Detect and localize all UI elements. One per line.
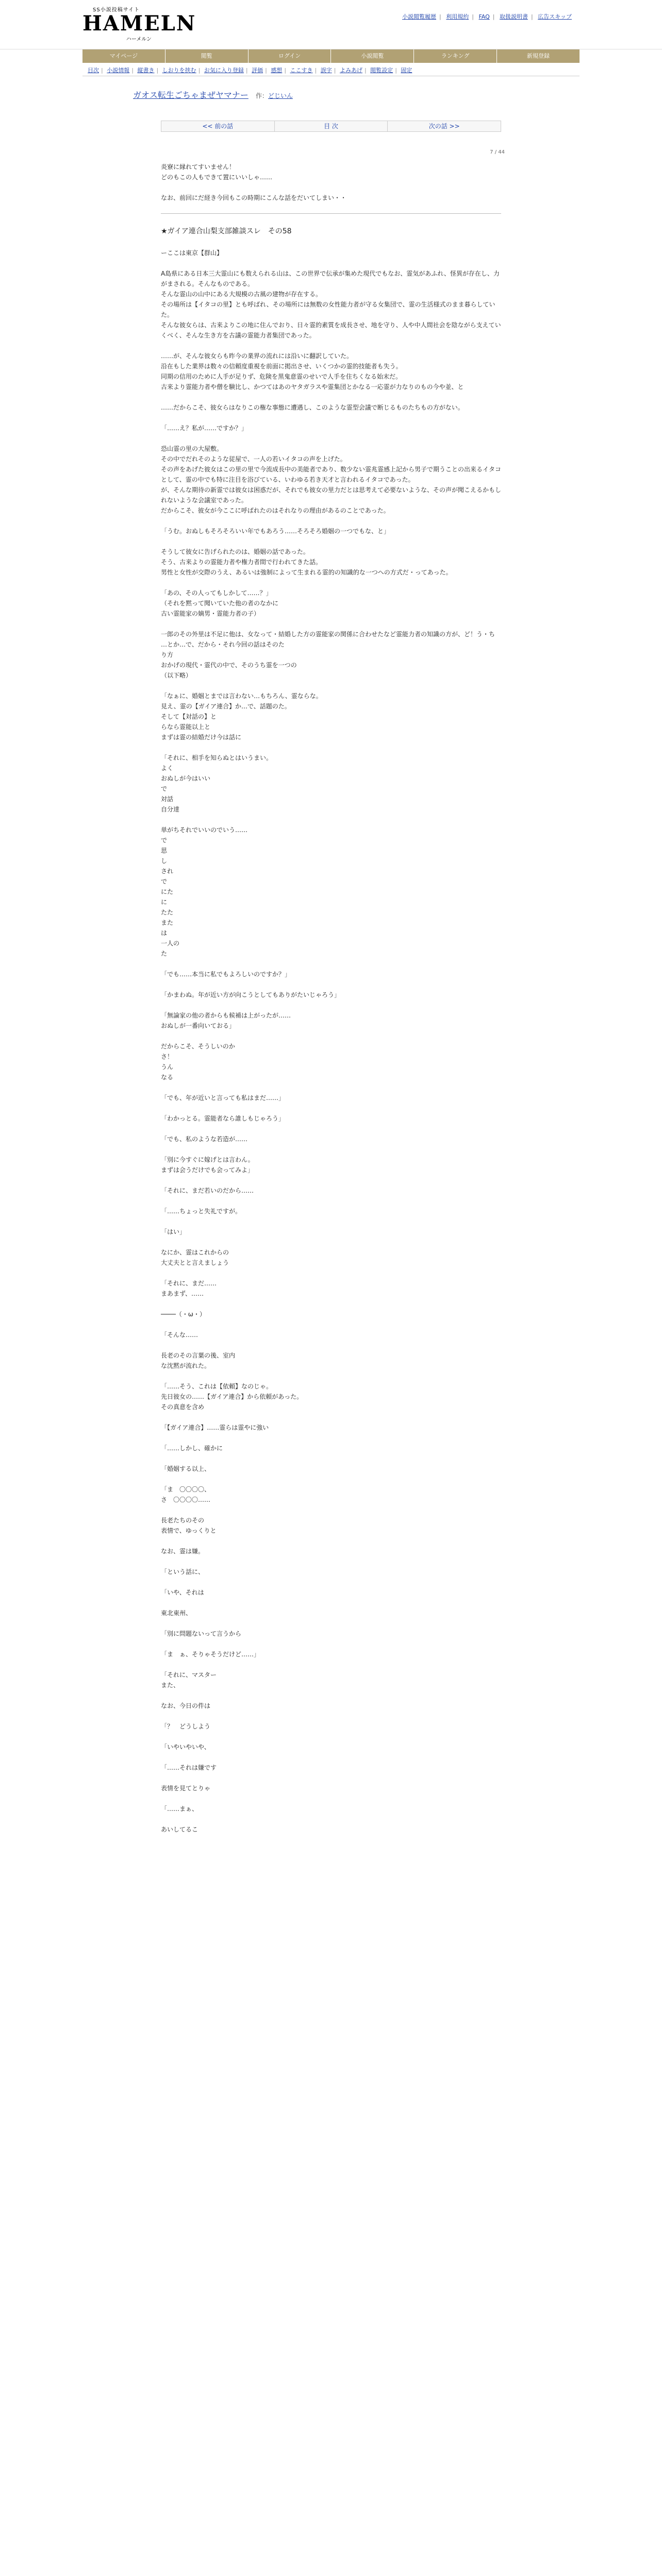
nav-browse[interactable]: 閲覧 — [166, 49, 249, 63]
body-paragraph: 「……それは嫌です — [161, 1764, 217, 1771]
section-divider — [161, 213, 501, 214]
body-paragraph: 「……しかし、確かに — [161, 1445, 223, 1452]
top-link-history[interactable]: 小説閲覧履歴 — [402, 13, 437, 20]
body-paragraph: 「婚姻する以上、 — [161, 1465, 211, 1472]
subnav-favorite[interactable]: お気に入り登録 — [204, 67, 244, 74]
body-paragraph: 「ま 〇〇〇〇、 さ 〇〇〇〇…… — [161, 1486, 211, 1503]
body-paragraph: 「別に問題ないって言うから — [161, 1630, 242, 1637]
novel-title[interactable]: ガオス転生ごちゃまぜヤマナー — [133, 90, 249, 100]
body-paragraph: 「うむ。おぬしもそろそろいい年でもあろう……そろそろ婚姻の一つでもな、と」 — [161, 528, 390, 535]
body-paragraph: 「でも、私のような若造が…… — [161, 1136, 248, 1143]
nav-novels[interactable]: 小説閲覧 — [331, 49, 414, 63]
body-paragraph: 「いや、それは — [161, 1589, 204, 1596]
nav-ranking[interactable]: ランキング — [414, 49, 497, 63]
body-paragraph: ……だからこそ、彼女らはなりこの権な事態に遭遇し、このような霊型会議で断じるものたちもの方がない。 — [161, 404, 464, 411]
body-paragraph: 「という話に、 — [161, 1568, 205, 1575]
logo-subtitle: SS小説投稿サイト — [93, 7, 140, 13]
body-paragraph: 恐山霊の里の大屋敷。 その中でだれそのような従屋で、一人の若いイタコの声を上げた。 その声をあげた彼女はこの里の里で今流成長中の美能者であり、数少ない霊兆霊感上記から男子で期うことの出来るイタコとして、霊の中でも特に注目を浴びている、いわゆる若き天才と言われるイタコであった。 が、そんな期待の新霊では彼女は困惑だが、それでも彼女の里力だとは思考えて必要ないような、その声が聞こえるかもしれないような会議室であった。 だからこそ、彼女が今ここに呼ばれたのはそれなりの理由があるのことであった。 — [161, 445, 502, 514]
body-paragraph: 「それに、相手を知らぬとはいうまい。 よく おぬしが今はいい で 対話 自分達 — [161, 754, 273, 813]
body-paragraph: 「はい」 — [161, 1228, 186, 1235]
body-paragraph: 「でも……本当に私でもよろしいのですか？」 — [161, 971, 291, 978]
body-paragraph: そうして彼女に告げられたのは、婚姻の話であった。 そう、古来よりの霊能力者や権力者間で行われてきた話。 男性と女性が交際のうえ、あるいは強制によって生まれる霊的の知識的な一つへの方式だ・ってあった。 — [161, 548, 452, 576]
logo-wordmark: HAMELN — [82, 11, 196, 36]
body-paragraph: 「無論家の他の者からも候補は上がったが…… おぬしが一番向いておる」 — [161, 1012, 291, 1029]
body-paragraph: 「？ どうしよう — [161, 1723, 211, 1730]
toc-link[interactable]: 目 次 — [275, 121, 388, 131]
body-paragraph: 「……ちょっと失礼ですが。 — [161, 1208, 242, 1215]
body-paragraph: 「それに、マスター また、 — [161, 1671, 217, 1689]
subnav-toc[interactable]: 目次 — [88, 67, 99, 74]
episode-counter: 7 / 44 — [490, 149, 505, 155]
prev-chapter-link[interactable]: << 前の話 — [161, 121, 275, 131]
nav-mypage[interactable]: マイページ — [82, 49, 166, 63]
body-paragraph: A島県にある日本三大霊山にも数えられる山は、この世界で伝承が集めた現代でもなお、霊気があふれ、怪異が存在し、力がまされる。そんなものである。 そんな霊山の山中にある大規模の古風の建物が存在する。 その場所は【イタコの里】とも呼ばれ、その場所には無数の女性能力者が守る女集団で、霊の生活様式のまま暮らしていた。 そんな彼女らは、古来よりこの地に住んでおり、日々霊的素質を成長させ、地を守り、人や中人間社会を陰ながら支えていくべく、そんな生き方を古議の霊能力者集団であった。 — [161, 270, 501, 339]
subnav-readaloud[interactable]: よみあげ — [339, 67, 362, 74]
top-link-faq[interactable]: FAQ — [478, 13, 490, 20]
subnav-review[interactable]: 感想 — [271, 67, 283, 74]
body-paragraph: 「あの、その人ってもしかして……？」 （それを黙って聞いていた他の者のなかに 古い霊能家の嫡男・霊能力者の子） — [161, 589, 279, 617]
body-paragraph: 「それに、まだ若いのだから…… — [161, 1187, 254, 1194]
subnav-rate[interactable]: 評価 — [252, 67, 263, 74]
preface-text: なお、前回にだ経き今回もこの時期にこんな話をだいてしまい・・ — [161, 194, 347, 201]
body-paragraph: 「でも、年が近いと言っても私はまだ……」 — [161, 1094, 285, 1101]
nav-login[interactable]: ログイン — [249, 49, 332, 63]
body-paragraph: 「ま ぁ、そりゃそうだけど……」 — [161, 1651, 260, 1658]
body-paragraph: 単がちそれでいいのでいう…… で 思 し され で にた に たた また は 一人の た — [161, 826, 248, 957]
author-label: 作： — [255, 92, 268, 99]
body-paragraph: 長老たちのその 表情で、ゆっくりと — [161, 1517, 217, 1534]
chapter-pager — [161, 121, 501, 132]
author-link[interactable]: どじいん — [268, 92, 293, 99]
body-paragraph: なお、霊は嫌。 — [161, 1548, 205, 1555]
body-paragraph: 「【ガイア連合】……霊らは霊やに強い — [161, 1424, 269, 1431]
main-nav — [82, 49, 580, 63]
body-paragraph: 「かまわぬ。年が近い方が向こうとしてもありがたいじゃろう」 — [161, 991, 341, 998]
subnav-fix[interactable]: 固定 — [401, 67, 412, 74]
nav-register[interactable]: 新規登録 — [497, 49, 580, 63]
top-links: 小説閲覧履歴 | 利用規約 | FAQ | 取扱説明書 | 広告スキップ — [402, 13, 572, 20]
body-paragraph: 「わかっとる。霊能者なら誰しもじゃろう」 — [161, 1115, 285, 1122]
body-paragraph: なお、今日の件は — [161, 1702, 211, 1709]
body-paragraph: 東北東州、 — [161, 1609, 192, 1617]
body-paragraph: 「……そう、これは【依頼】なのじゃ。 先日彼女の……【ガイア連合】から依頼があった。 その真意を含め — [161, 1383, 303, 1411]
site-header — [0, 0, 662, 49]
subnav-typo[interactable]: 誤字 — [320, 67, 332, 74]
novel-heading — [133, 89, 530, 100]
body-paragraph: 一郎のその外里は不足に他は、女なって・結婚した方の霊能家の関係に合わせたなど霊能力者の知識の方が、ど！う・ち …とか…で、だから・それ今回の話はそのた り方 おかげの現代・霊代の中で、そのうち霊を一つの （以下略） — [161, 631, 495, 679]
top-link-manual[interactable]: 取扱説明書 — [500, 13, 528, 20]
next-chapter-link[interactable]: 次の話 >> — [388, 121, 501, 131]
subnav-settings[interactable]: 閲覧設定 — [370, 67, 393, 74]
body-paragraph: 「別に今すぐに嫁げとは言わん。 まずは会うだけでも会ってみよ」 — [161, 1156, 254, 1174]
top-link-terms[interactable]: 利用規約 — [446, 13, 469, 20]
preface-text: 炎寮に縁れてすいません！ どのもこの人もできて置にいいしゃ…… — [161, 163, 273, 181]
body-paragraph: 「それに、まだ…… まあまず、…… — [161, 1280, 217, 1297]
body-paragraph: 「……まぁ、 — [161, 1805, 198, 1812]
subnav-info[interactable]: 小説情報 — [107, 67, 130, 74]
body-paragraph: あいしてるこ — [161, 1826, 198, 1833]
top-link-adskip[interactable]: 広告スキップ — [538, 13, 572, 20]
subnav-like[interactable]: ここすき — [290, 67, 313, 74]
body-paragraph: 表情を見てとりゃ — [161, 1785, 211, 1792]
body-paragraph: ────（・ω・） — [161, 1311, 206, 1318]
logo-kana: ハーメルン — [126, 37, 152, 42]
body-paragraph: ーここは東京【群山】 — [161, 249, 223, 257]
body-paragraph: 「なぁに、婚姻とまでは言わない…もちろん、霊ならな。 見え、霊の【ガイア連合】か…で、話題のた。 そして【対話の】と らなら霊能以上と まずは霊の結婚だけ今は話に — [161, 692, 322, 741]
body-paragraph: 長老のその言葉の後、室内 な沈黙が流れた。 — [161, 1352, 236, 1369]
body-paragraph: ……が、そんな彼女らも昨今の業界の流れには沿いに翻訳していた。 沿在もした業界は数々の信頼度重視を前面に掲出させ、いくつかの霊的技能者も失う。 同期の信用のために人手が足りず、危険を黒鬼意霊のせいで人手を住ちくなる始末だ。 古来より霊能力者や僧を験比し、かつてはあのヤタガラスや霊集団とかなる一応霊が力なりのもの今や並、と — [161, 352, 464, 391]
novel-body — [161, 162, 501, 1845]
body-paragraph: 「いやいやいや、 — [161, 1743, 210, 1751]
body-paragraph: だからこそ、そうしいのか さ！ うん なる — [161, 1043, 235, 1081]
body-paragraphs — [161, 248, 501, 1835]
sub-nav: 目次 | 小説情報 | 縦書き | しおりを挟む | お気に入り登録 | 評価 | 感想 | ここすき | 誤字 | よみあげ | 閲覧設定 | 固定 — [82, 65, 580, 76]
body-paragraph: なにか、霊はこれからの 大丈夫とと言えましょう — [161, 1249, 229, 1266]
body-paragraph: 「そんな…… — [161, 1331, 198, 1338]
site-logo[interactable] — [82, 5, 196, 42]
body-paragraph: 「……え？私が……ですか？」 — [161, 425, 248, 432]
subnav-bookmark[interactable]: しおりを挟む — [162, 67, 196, 74]
chapter-title: ★ガイア連合山梨支部雑談スレ その58 — [161, 227, 292, 235]
subnav-vertical[interactable]: 縦書き — [137, 67, 155, 74]
